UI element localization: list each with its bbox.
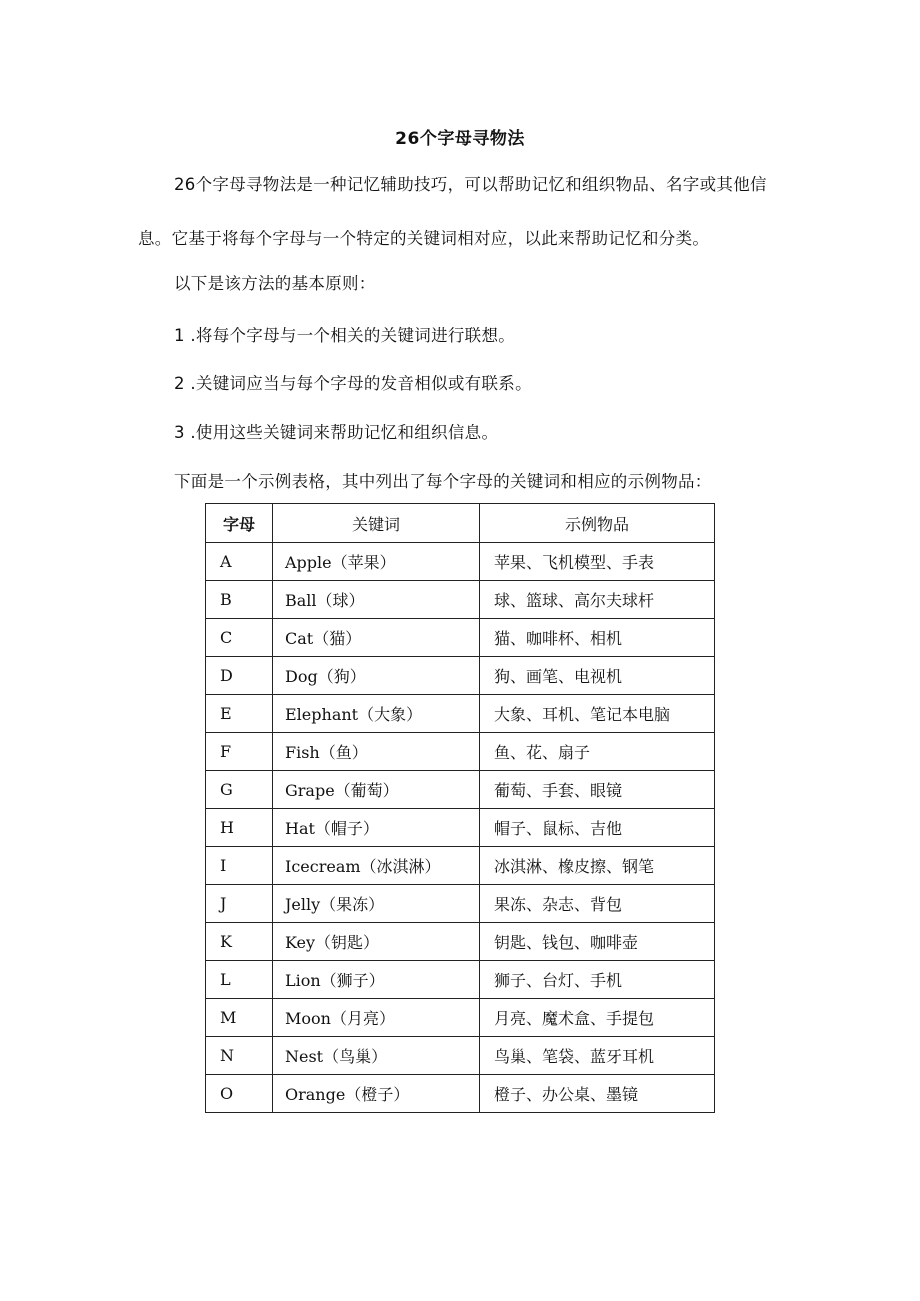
cell-keyword: Icecream（冰淇淋） bbox=[273, 847, 480, 885]
cell-examples: 果冻、杂志、背包 bbox=[480, 885, 715, 923]
cell-examples: 橙子、办公桌、墨镜 bbox=[480, 1075, 715, 1113]
table-row bbox=[206, 1037, 715, 1075]
cell-letter: F bbox=[206, 733, 273, 771]
cell-keyword: Elephant（大象） bbox=[273, 695, 480, 733]
table-row bbox=[206, 619, 715, 657]
cell-examples: 月亮、魔术盒、手提包 bbox=[480, 999, 715, 1037]
cell-examples: 苹果、飞机模型、手表 bbox=[480, 543, 715, 581]
cell-letter: L bbox=[206, 961, 273, 999]
table-row bbox=[206, 999, 715, 1037]
cell-examples: 钥匙、钱包、咖啡壶 bbox=[480, 923, 715, 961]
table-intro: 下面是一个示例表格，其中列出了每个字母的关键词和相应的示例物品： bbox=[174, 472, 712, 491]
cell-letter: H bbox=[206, 809, 273, 847]
table-row bbox=[206, 581, 715, 619]
table-row bbox=[206, 847, 715, 885]
principle-1: 1 .将每个字母与一个相关的关键词进行联想。 bbox=[174, 326, 516, 345]
cell-letter: O bbox=[206, 1075, 273, 1113]
cell-letter: E bbox=[206, 695, 273, 733]
cell-keyword: Hat（帽子） bbox=[273, 809, 480, 847]
table-row bbox=[206, 961, 715, 999]
cell-letter: G bbox=[206, 771, 273, 809]
cell-keyword: Lion（狮子） bbox=[273, 961, 480, 999]
table-row bbox=[206, 543, 715, 581]
cell-examples: 大象、耳机、笔记本电脑 bbox=[480, 695, 715, 733]
cell-keyword: Grape（葡萄） bbox=[273, 771, 480, 809]
cell-examples: 帽子、鼠标、吉他 bbox=[480, 809, 715, 847]
cell-letter: J bbox=[206, 885, 273, 923]
cell-examples: 鸟巢、笔袋、蓝牙耳机 bbox=[480, 1037, 715, 1075]
cell-letter: I bbox=[206, 847, 273, 885]
cell-examples: 狗、画笔、电视机 bbox=[480, 657, 715, 695]
table-header-row bbox=[206, 504, 715, 543]
cell-keyword: Apple（苹果） bbox=[273, 543, 480, 581]
principles-heading: 以下是该方法的基本原则： bbox=[174, 274, 376, 293]
cell-letter: C bbox=[206, 619, 273, 657]
table-row bbox=[206, 809, 715, 847]
principle-2: 2 .关键词应当与每个字母的发音相似或有联系。 bbox=[174, 374, 532, 393]
principle-3: 3 .使用这些关键词来帮助记忆和组织信息。 bbox=[174, 423, 499, 442]
cell-examples: 狮子、台灯、手机 bbox=[480, 961, 715, 999]
cell-keyword: Moon（月亮） bbox=[273, 999, 480, 1037]
header-letter: 字母 bbox=[206, 504, 273, 543]
cell-letter: K bbox=[206, 923, 273, 961]
cell-keyword: Dog（狗） bbox=[273, 657, 480, 695]
table-row bbox=[206, 771, 715, 809]
cell-keyword: Nest（鸟巢） bbox=[273, 1037, 480, 1075]
cell-letter: N bbox=[206, 1037, 273, 1075]
table-row bbox=[206, 1075, 715, 1113]
cell-letter: B bbox=[206, 581, 273, 619]
header-examples: 示例物品 bbox=[480, 504, 715, 543]
table-row bbox=[206, 885, 715, 923]
cell-examples: 冰淇淋、橡皮擦、钢笔 bbox=[480, 847, 715, 885]
table-row bbox=[206, 923, 715, 961]
letter-keyword-table bbox=[205, 503, 715, 1113]
cell-letter: M bbox=[206, 999, 273, 1037]
table-row bbox=[206, 657, 715, 695]
cell-examples: 鱼、花、扇子 bbox=[480, 733, 715, 771]
table-row bbox=[206, 695, 715, 733]
header-keyword: 关键词 bbox=[273, 504, 480, 543]
table-row bbox=[206, 733, 715, 771]
cell-examples: 球、篮球、高尔夫球杆 bbox=[480, 581, 715, 619]
cell-keyword: Fish（鱼） bbox=[273, 733, 480, 771]
cell-examples: 葡萄、手套、眼镜 bbox=[480, 771, 715, 809]
cell-keyword: Ball（球） bbox=[273, 581, 480, 619]
cell-letter: D bbox=[206, 657, 273, 695]
cell-keyword: Jelly（果冻） bbox=[273, 885, 480, 923]
intro-paragraph: 26个字母寻物法是一种记忆辅助技巧，可以帮助记忆和组织物品、名字或其他信息。它基于将每个字母与一个特定的关键词相对应，以此来帮助记忆和分类。 bbox=[138, 175, 767, 248]
document-title: 26个字母寻物法 bbox=[395, 129, 525, 149]
cell-examples: 猫、咖啡杯、相机 bbox=[480, 619, 715, 657]
cell-keyword: Orange（橙子） bbox=[273, 1075, 480, 1113]
cell-letter: A bbox=[206, 543, 273, 581]
cell-keyword: Cat（猫） bbox=[273, 619, 480, 657]
cell-keyword: Key（钥匙） bbox=[273, 923, 480, 961]
